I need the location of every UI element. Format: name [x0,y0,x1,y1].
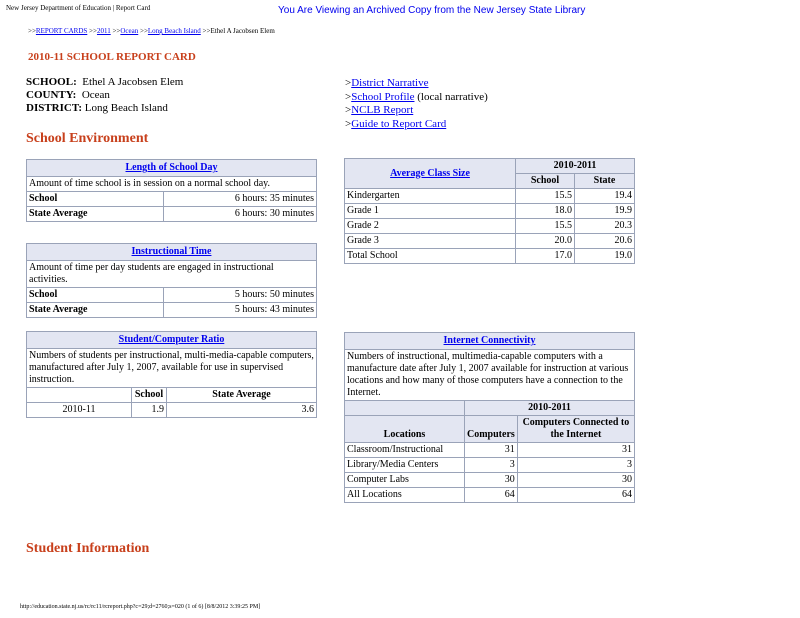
row-school: 17.0 [516,249,575,264]
internet-header-link[interactable]: Internet Connectivity [443,335,536,346]
school-label: SCHOOL: [26,76,77,88]
row-connected: 64 [517,488,634,503]
length-of-day-desc: Amount of time school is in session on a normal school day. [27,177,317,192]
row-label: Classroom/Instructional [345,443,465,458]
row-state: 20.3 [575,219,635,234]
row-school: 20.0 [516,234,575,249]
breadcrumb-sep: >> [28,27,36,35]
breadcrumb-report-cards[interactable]: REPORT CARDS [35,27,88,35]
row-computers: 30 [465,473,518,488]
breadcrumb-year[interactable]: 2011 [96,27,111,35]
ratio-school-col: School [132,388,167,403]
instructional-state-value: 5 hours: 43 minutes [164,303,317,318]
row-label: Library/Media Centers [345,458,465,473]
internet-computers-col: Computers [465,416,518,443]
row-label: All Locations [345,488,465,503]
row-connected: 30 [517,473,634,488]
table-row [345,234,635,249]
computer-ratio-table [26,331,317,418]
district-label: DISTRICT: [26,102,83,114]
section-student-information: Student Information [26,541,150,556]
row-label: Grade 1 [345,204,516,219]
ratio-year: 2010-11 [27,403,132,418]
internet-connected-col: Computers Connected to the Internet [517,416,634,443]
table-row [345,443,635,458]
ratio-school-value: 1.9 [132,403,167,418]
breadcrumb-school: Ethel A Jacobsen Elem [210,27,275,35]
instructional-time-table [26,243,317,318]
row-computers: 64 [465,488,518,503]
table-row [345,219,635,234]
instructional-school-value: 5 hours: 50 minutes [164,288,317,303]
row-state: 19.4 [575,189,635,204]
row-label: Total School [345,249,516,264]
district-narrative-link[interactable]: District Narrative [351,77,429,89]
row-label: Grade 3 [345,234,516,249]
row-label: Kindergarten [345,189,516,204]
computer-ratio-desc: Numbers of students per instructional, multi-media-capable computers, manufactured after July 1, 2007, available for use in supervised instruction. [27,349,317,388]
length-state-label: State Average [27,207,164,222]
breadcrumb-county[interactable]: Ocean [120,27,139,35]
breadcrumb-district[interactable]: Long Beach Island [147,27,201,35]
internet-year: 2010-2011 [465,401,635,416]
section-school-environment: School Environment [26,131,149,146]
row-label: Computer Labs [345,473,465,488]
ratio-state-col: State Average [167,388,317,403]
internet-connectivity-table [344,332,635,503]
table-row [345,249,635,264]
internet-desc: Numbers of instructional, multimedia-capable computers with a manufacture date after July 1, 2007 available for instruction at various locations and how many of those computers have a connection to the Internet. [345,350,635,401]
table-row [345,189,635,204]
length-school-label: School [27,192,164,207]
row-label: Grade 2 [345,219,516,234]
table-row [345,488,635,503]
row-connected: 31 [517,443,634,458]
row-state: 19.9 [575,204,635,219]
page-header-title: New Jersey Department of Education | Report Card [6,4,151,12]
length-of-day-table [26,159,317,222]
report-links: >District Narrative >School Profile (local narrative) >NCLB Report >Guide to Report Card [345,77,488,131]
instructional-school-label: School [27,288,164,303]
school-profile-note: (local narrative) [417,90,488,103]
class-size-table [344,158,635,264]
breadcrumb-sep: >> [112,27,121,35]
table-row [345,473,635,488]
row-state: 19.0 [575,249,635,264]
county-label: COUNTY: [26,89,77,101]
school-profile-link[interactable]: School Profile [351,90,415,103]
row-school: 15.5 [516,189,575,204]
instructional-state-label: State Average [27,303,164,318]
page-title: 2010-11 SCHOOL REPORT CARD [28,51,196,63]
page-footer-url: http://education.state.nj.us/rc/rc11/rcreport.php?c=29;d=2760;s=020 (1 of 6) [8/8/2012 3:39:25 PM] [20,604,261,610]
breadcrumb-sep: >> [140,27,148,35]
archive-banner: You Are Viewing an Archived Copy from the New Jersey State Library [278,5,586,16]
row-school: 15.5 [516,219,575,234]
breadcrumb-sep: >> [202,27,211,35]
class-size-school-col: School [516,174,575,189]
school-info [26,76,183,115]
class-size-year: 2010-2011 [516,159,635,174]
row-connected: 3 [517,458,634,473]
class-size-header-link[interactable]: Average Class Size [390,167,470,179]
table-row [345,458,635,473]
guide-link[interactable]: Guide to Report Card [351,118,447,131]
internet-locations-col: Locations [345,416,465,443]
instructional-time-desc: Amount of time per day students are engaged in instructional activities. [27,261,317,288]
length-of-day-header-link[interactable]: Length of School Day [125,162,218,173]
length-state-value: 6 hours: 30 minutes [164,207,317,222]
county-name: Ocean [81,89,110,101]
class-size-state-col: State [575,174,635,189]
table-row [345,204,635,219]
row-computers: 3 [465,458,518,473]
row-computers: 31 [465,443,518,458]
breadcrumb [28,27,275,35]
computer-ratio-header-link[interactable]: Student/Computer Ratio [118,334,225,345]
instructional-time-header-link[interactable]: Instructional Time [131,246,212,257]
row-state: 20.6 [575,234,635,249]
school-name: Ethel A Jacobsen Elem [82,76,184,88]
length-school-value: 6 hours: 35 minutes [164,192,317,207]
nclb-report-link[interactable]: NCLB Report [351,104,414,117]
district-name: Long Beach Island [84,102,168,114]
ratio-state-value: 3.6 [167,403,317,418]
row-school: 18.0 [516,204,575,219]
breadcrumb-sep: >> [89,27,97,35]
